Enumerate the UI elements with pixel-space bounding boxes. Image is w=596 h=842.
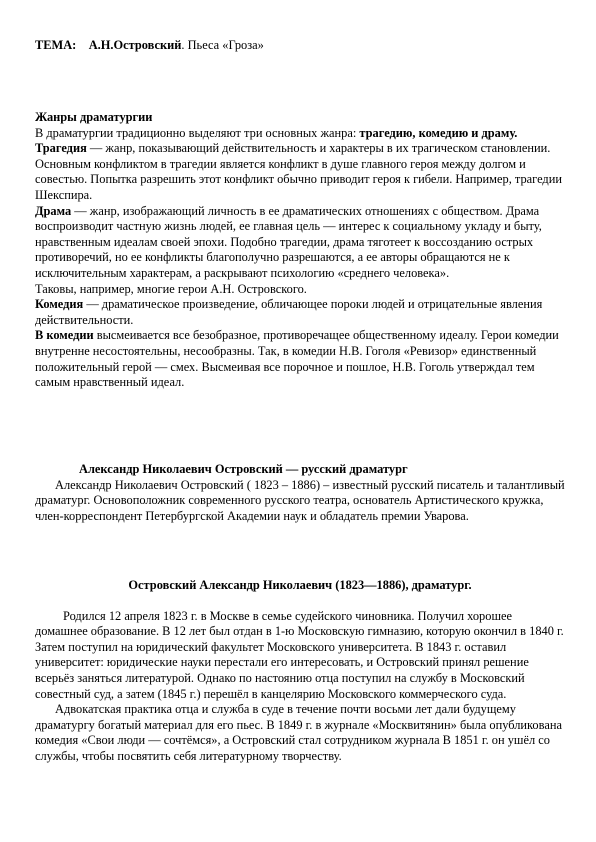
comedy-term: Комедия (35, 297, 84, 312)
drama-example: Таковы, например, многие герои А.Н. Островского. (35, 281, 307, 296)
comedy-paragraph (35, 297, 565, 328)
genres-intro-text: В драматургии традиционно выделяют три основных жанра: (35, 125, 360, 140)
topic-line (35, 38, 264, 53)
bio2-heading: Островский Александр Николаевич (1823—1886), драматург. (128, 578, 472, 592)
bio1-heading: Александр Николаевич Островский — русский драматург (79, 462, 408, 476)
genres-intro (35, 126, 565, 142)
topic-label: ТЕМА: (35, 38, 77, 52)
comedy2-term: В комедии (35, 328, 94, 343)
bio2-paragraph-2: Адвокатская практика отца и служба в суде в течение почти восьми лет дали будущему драматургу богатый материал для его пьес. В 1849 г. в журнале «Москвитянин» была опубликована комедия «Свои люди — сочтёмся», а Островский стал сотрудником журнала В 1851 г. он ушёл со службы, чтобы посвятить себя литературному творчеству. (35, 702, 562, 763)
tragedy-term: Трагедия (35, 141, 87, 156)
tragedy-paragraph (35, 141, 565, 203)
spacer (35, 594, 565, 609)
genres-intro-list: трагедию, комедию и драму. (359, 125, 518, 140)
drama-term: Драма (35, 203, 72, 218)
comedy2-paragraph (35, 328, 565, 390)
topic-author: А.Н.Островский (88, 38, 182, 52)
genres-section (35, 110, 565, 391)
drama-paragraph (35, 204, 565, 282)
comedy-text: — драматическое произведение, обличающее пороки людей и отрицательные явления действительности. (35, 297, 543, 327)
bio1-text: Александр Николаевич Островский ( 1823 – 1886) – известный русский писатель и талантливый драматург. Основоположник современного русского театра, основатель Артистического кружка, член-корреспондент Петербургской Академии наук и обладатель премии Уварова. (35, 477, 565, 523)
comedy2-text: высмеивается все безобразное, противоречащее общественному идеалу. Герои комедии внутренне несостоятельны, несообразны. Так, в комедии Н.В. Гоголя «Ревизор» единственный положительный герой — смех. Высмеивая все порочное и пошлое, Н.В. Гоголь утверждал тем самым нравственный идеал. (35, 328, 559, 390)
drama-text: — жанр, изображающий личность в ее драматических отношениях с обществом. Драма воспроизводит частную жизнь людей, ее главная цель — интерес к социальному укладу и быту, нравственным идеалам своей эпохи. Подобно трагедии, драма тяготеет к воссозданию острых противоречий, но ее конфликты благополучно разрешаются, а ее авторы обращаются не к исключительным характерам, а раскрывают психологию «среднего человека». (35, 203, 542, 280)
biography-short-section (35, 462, 565, 524)
genres-heading: Жанры драматургии (35, 110, 153, 124)
bio2-paragraph-1: Родился 12 апреля 1823 г. в Москве в семье судейского чиновника. Получил хорошее домашнее образование. В 12 лет был отдан в 1-ю Московскую гимназию, которую окончил в 1840 г. Затем поступил на юридический факультет Московского университета. В 1843 г. оставил университет: юридические науки перестали его интересовать, и Островский принял решение всерьёз заняться литературой. Однако по настоянию отца поступил на службу в Московский совестный суд, а затем (1845 г.) перешёл в канцелярию Московского коммерческого суда. (35, 608, 564, 701)
tragedy-text: — жанр, показывающий действительность и характеры в их трагическом становлении. Основным конфликтом в трагедии является конфликт в душе главного героя между долгом и совестью. Попытка разрешить этот конфликт обычно приводит героя к гибели. Например, трагедии Шекспира. (35, 141, 562, 202)
biography-long-section (35, 578, 565, 765)
topic-play: . Пьеса «Гроза» (181, 38, 264, 52)
